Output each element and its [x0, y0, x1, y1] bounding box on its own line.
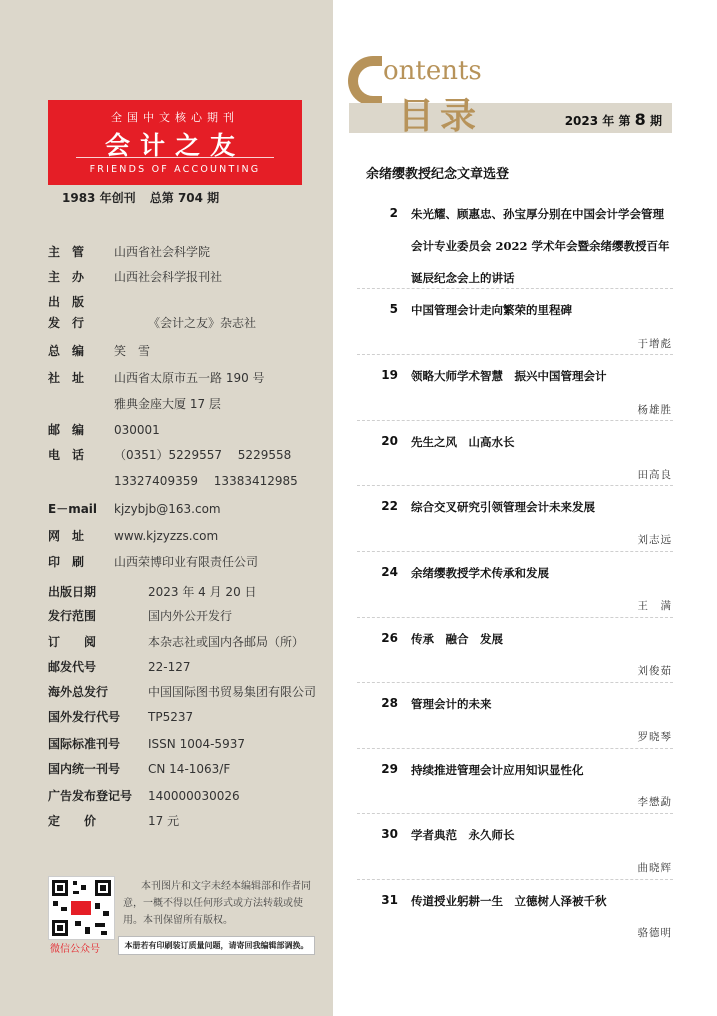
- info-label: 出版日期: [48, 585, 97, 599]
- issue-number: 8: [634, 110, 646, 129]
- info-value: 山西社会科学报刊社: [114, 270, 223, 284]
- toc-title[interactable]: 传道授业躬耕一生 立德树人泽被千秋: [411, 894, 607, 908]
- info-label: 总 编: [48, 344, 85, 358]
- toc-author: 刘志远: [637, 534, 672, 546]
- toc-page-number: 19: [381, 368, 398, 382]
- toc-separator: [357, 420, 673, 421]
- info-label: 印 刷: [48, 555, 85, 569]
- info-label: E－mail: [48, 502, 98, 516]
- masthead-divider: [76, 157, 274, 158]
- info-value: 雅典金座大厦 17 层: [114, 397, 221, 411]
- left-panel: [0, 0, 333, 1016]
- info-label: 订 阅: [48, 635, 97, 649]
- copyright-notice: 本刊图片和文字未经本编辑部和作者同意，一概不得以任何形式或方法转载或使用。本刊保留所有版权。: [123, 881, 311, 926]
- founded-year: 1983 年创刊: [62, 191, 136, 205]
- info-value: 22-127: [148, 660, 191, 674]
- info-label: 定 价: [48, 814, 97, 828]
- toc-author: 李懋勐: [637, 796, 672, 808]
- toc-separator: [357, 617, 673, 618]
- masthead-subtitle: 全国中文核心期刊: [111, 111, 239, 124]
- toc-page-number: 31: [381, 893, 398, 907]
- info-label: 主 管: [48, 245, 85, 259]
- info-label: 网 址: [48, 529, 85, 543]
- info-value: 17 元: [148, 814, 180, 828]
- toc-author: 曲晓辉: [637, 862, 672, 874]
- info-label: 邮发代号: [48, 660, 97, 674]
- info-value: 本杂志社或国内各邮局（所）: [148, 635, 305, 649]
- toc-author: 杨雄胜: [637, 404, 672, 416]
- section-title: 余绪缨教授纪念文章选登: [366, 167, 510, 182]
- toc-title[interactable]: 中国管理会计走向繁荣的里程碑: [411, 303, 572, 317]
- info-value: ISSN 1004-5937: [148, 737, 245, 751]
- info-value: 2023 年 4 月 20 日: [148, 585, 257, 599]
- toc-title[interactable]: 持续推进管理会计应用知识显性化: [411, 763, 584, 777]
- toc-page-number: 29: [381, 762, 398, 776]
- toc-author: 于增彪: [637, 338, 672, 350]
- info-value: 《会计之友》杂志社: [148, 316, 257, 330]
- toc-author: 田高良: [637, 469, 672, 481]
- info-value: kjzybjb@163.com: [114, 502, 221, 516]
- toc-separator: [357, 354, 673, 355]
- info-label: 国外发行代号: [48, 710, 121, 724]
- issue-suffix: 期: [649, 114, 662, 128]
- qr-caption: 微信公众号: [50, 944, 100, 955]
- toc-author: 罗晓琴: [637, 731, 672, 743]
- info-label: 发行范围: [48, 609, 97, 623]
- journal-english-title: FRIENDS OF ACCOUNTING: [89, 164, 261, 175]
- toc-page-number: 28: [381, 696, 398, 710]
- toc-separator: [357, 813, 673, 814]
- founding-info: [62, 189, 229, 206]
- toc-page-number: 22: [381, 499, 398, 513]
- info-value: 山西荣博印业有限责任公司: [114, 555, 259, 569]
- toc-title[interactable]: 传承 融合 发展: [411, 632, 503, 646]
- info-label: 海外总发行: [48, 685, 109, 699]
- toc-author: 刘俊茹: [637, 665, 672, 677]
- toc-page-number: 5: [389, 302, 398, 316]
- quality-notice: 本册若有印刷装订质量问题，请寄回我编辑部调换。: [118, 936, 315, 955]
- info-label: 邮 编: [48, 423, 85, 437]
- toc-title[interactable]: 管理会计的未来: [411, 697, 492, 711]
- info-value: 13327409359 13383412985: [114, 474, 298, 488]
- toc-page-number: 30: [381, 827, 398, 841]
- info-value: 140000030026: [148, 789, 240, 803]
- toc-separator: [357, 682, 673, 683]
- toc-separator: [357, 288, 673, 289]
- toc-title[interactable]: 余绪缨教授学术传承和发展: [411, 566, 549, 580]
- info-label: 国内统一刊号: [48, 762, 121, 776]
- toc-separator: [357, 879, 673, 880]
- info-label: 国际标准刊号: [48, 737, 121, 751]
- toc-title[interactable]: 先生之风 山高水长: [411, 435, 515, 449]
- toc-page-number: 24: [381, 565, 398, 579]
- journal-title: 会计之友: [104, 131, 245, 160]
- info-label: 出 版: [48, 295, 85, 309]
- info-value: 国内外公开发行: [148, 609, 233, 623]
- info-value: 山西省太原市五一路 190 号: [114, 371, 265, 385]
- info-value: CN 14-1063/F: [148, 762, 231, 776]
- info-value: 笑 雪: [114, 344, 151, 358]
- info-value: （0351）5229557 5229558: [114, 448, 292, 462]
- toc-author: 骆德明: [637, 927, 672, 939]
- toc-separator: [357, 485, 673, 486]
- info-label: 社 址: [48, 371, 85, 385]
- toc-page-number: 2: [389, 206, 398, 220]
- toc-title[interactable]: 朱光耀、顾惠忠、孙宝厚分别在中国会计学会管理会计专业委员会 2022 学术年会暨余绪缨教授百年诞辰纪念会上的讲话: [411, 207, 670, 285]
- qr-code-icon: [49, 877, 114, 939]
- journal-masthead: [48, 100, 302, 185]
- info-label: 主 办: [48, 270, 85, 284]
- total-issue: 总第 704 期: [149, 191, 220, 205]
- toc-separator: [357, 748, 673, 749]
- info-value: 山西省社会科学院: [114, 245, 211, 259]
- wechat-qr-code[interactable]: [48, 876, 115, 940]
- info-value: 030001: [114, 423, 160, 437]
- info-label: 电 话: [48, 448, 85, 462]
- info-value: www.kjzyzzs.com: [114, 529, 219, 543]
- toc-title[interactable]: 综合交叉研究引领管理会计未来发展: [411, 500, 595, 514]
- info-label: 发 行: [48, 316, 85, 330]
- toc-title[interactable]: 领略大师学术智慧 振兴中国管理会计: [411, 369, 607, 383]
- toc-page-number: 26: [381, 631, 398, 645]
- toc-page-number: 20: [381, 434, 398, 448]
- toc-title[interactable]: 学者典范 永久师长: [411, 828, 515, 842]
- info-value: 中国国际图书贸易集团有限公司: [148, 685, 317, 699]
- info-label: 广告发布登记号: [48, 789, 133, 803]
- issue-prefix: 2023 年 第: [564, 114, 631, 128]
- contents-english-heading: ontents: [383, 56, 482, 86]
- contents-chinese-heading: 目录: [398, 95, 483, 137]
- info-value: TP5237: [148, 710, 194, 724]
- toc-author: 王 满: [637, 600, 672, 612]
- toc-separator: [357, 551, 673, 552]
- issue-label: [565, 110, 662, 129]
